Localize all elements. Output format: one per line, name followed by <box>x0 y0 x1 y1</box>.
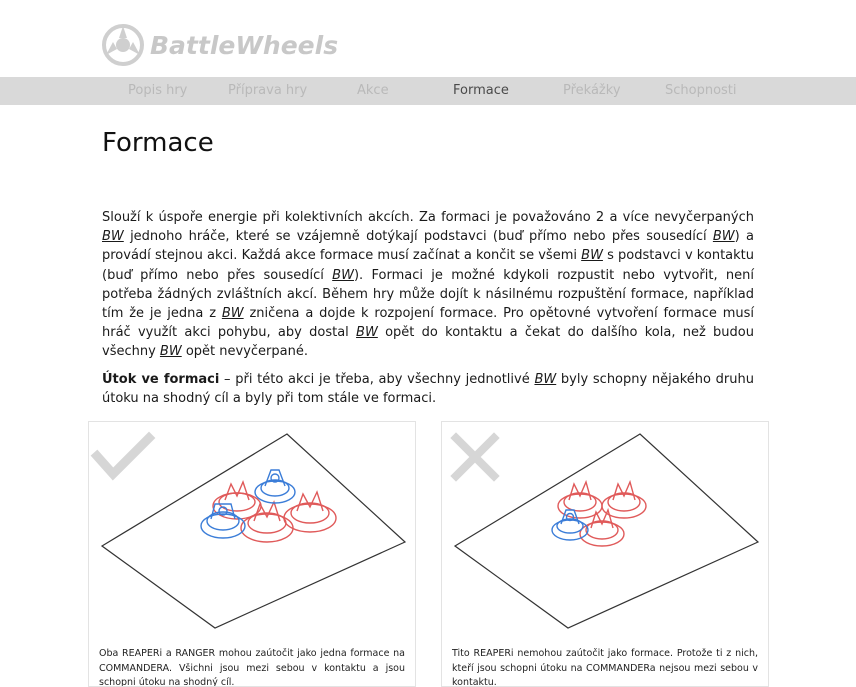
text-segment: jednoho hráče, které se vzájemně dotýkají podstavci (buď přímo nebo přes sousedící <box>123 229 713 245</box>
page-title: Formace <box>102 128 214 158</box>
wheel-logo-icon <box>100 22 146 68</box>
attack-heading: Útok ve formaci <box>102 372 220 387</box>
text-segment: opět nevyčerpané. <box>181 344 308 360</box>
bw-term: BW <box>159 344 182 360</box>
text-segment: zničena a dojde k rozpojení formace. Pro opětovné vytvoření formace musí hráč využít akci pohybu, aby dostal <box>102 306 754 341</box>
nav-item-formace[interactable]: Formace <box>453 83 509 98</box>
nav-item-akce[interactable]: Akce <box>357 83 389 98</box>
intro-paragraph <box>102 208 754 362</box>
bw-term: BW <box>712 229 735 245</box>
bw-term: BW <box>221 306 244 322</box>
formation-illustration <box>89 422 415 637</box>
formation-illustration <box>442 422 768 637</box>
figure-valid-formation <box>88 421 416 687</box>
bw-term: BW <box>102 229 124 245</box>
text-segment: – při této akci je třeba, aby všechny jednotlivé <box>219 372 535 387</box>
brand-logo[interactable] <box>100 20 338 70</box>
nav-item-schopnosti[interactable]: Schopnosti <box>665 83 737 98</box>
battlefield-plane <box>455 434 758 628</box>
text-segment: byly schopny nějakého druhu útoku na shodný cíl a byly při tom stále ve formaci. <box>102 372 754 407</box>
figure-caption: Tito REAPERi nemohou zaútočit jako formace. Protože ti z nich, kteří jsou schopni útoku na COMMANDERa nejsou mezi sebou v kontaktu. <box>452 648 758 687</box>
figure-invalid-formation <box>441 421 769 687</box>
text-segment: Slouží k úspoře energie při kolektivních akcích. Za formaci je považováno 2 a více nevyčerpaných <box>102 210 754 225</box>
text-segment: s podstavci v kontaktu (buď přímo nebo přes sousedící <box>102 248 754 283</box>
bw-term: BW <box>534 372 557 387</box>
cross-icon <box>456 438 494 476</box>
bw-term: BW <box>332 267 354 283</box>
text-segment: ) a provádí stejnou akci. Každá akce formace musí začínat a končit se všemi <box>102 229 755 264</box>
nav-item-prekazky[interactable]: Překážky <box>563 83 621 98</box>
brand-name: BattleWheels <box>150 30 339 60</box>
nav-item-popis-hry[interactable]: Popis hry <box>128 83 188 98</box>
battlefield-plane <box>102 434 405 628</box>
main-nav <box>0 77 856 105</box>
attack-paragraph <box>102 370 754 408</box>
text-segment: opět do kontaktu a čekat do dalšího kola, než budou všechny <box>102 325 754 360</box>
checkmark-icon <box>97 438 149 474</box>
text-segment: ). Formaci je možné kdykoli rozpustit nebo vytvořit, není potřeba žádných zvláštních akcí. Během hry může dojít k násilnému rozpuštění formace, například tím že je jedna z <box>102 267 755 322</box>
nav-item-priprava-hry[interactable]: Příprava hry <box>228 83 308 98</box>
bw-term: BW <box>356 325 378 341</box>
figure-caption: Oba REAPERi a RANGER mohou zaútočit jako jedna formace na COMMANDERA. Všichni jsou mezi sebou v kontaktu a jsou schopni útoku na shodný cíl. <box>99 648 405 687</box>
bw-term: BW <box>581 248 603 264</box>
